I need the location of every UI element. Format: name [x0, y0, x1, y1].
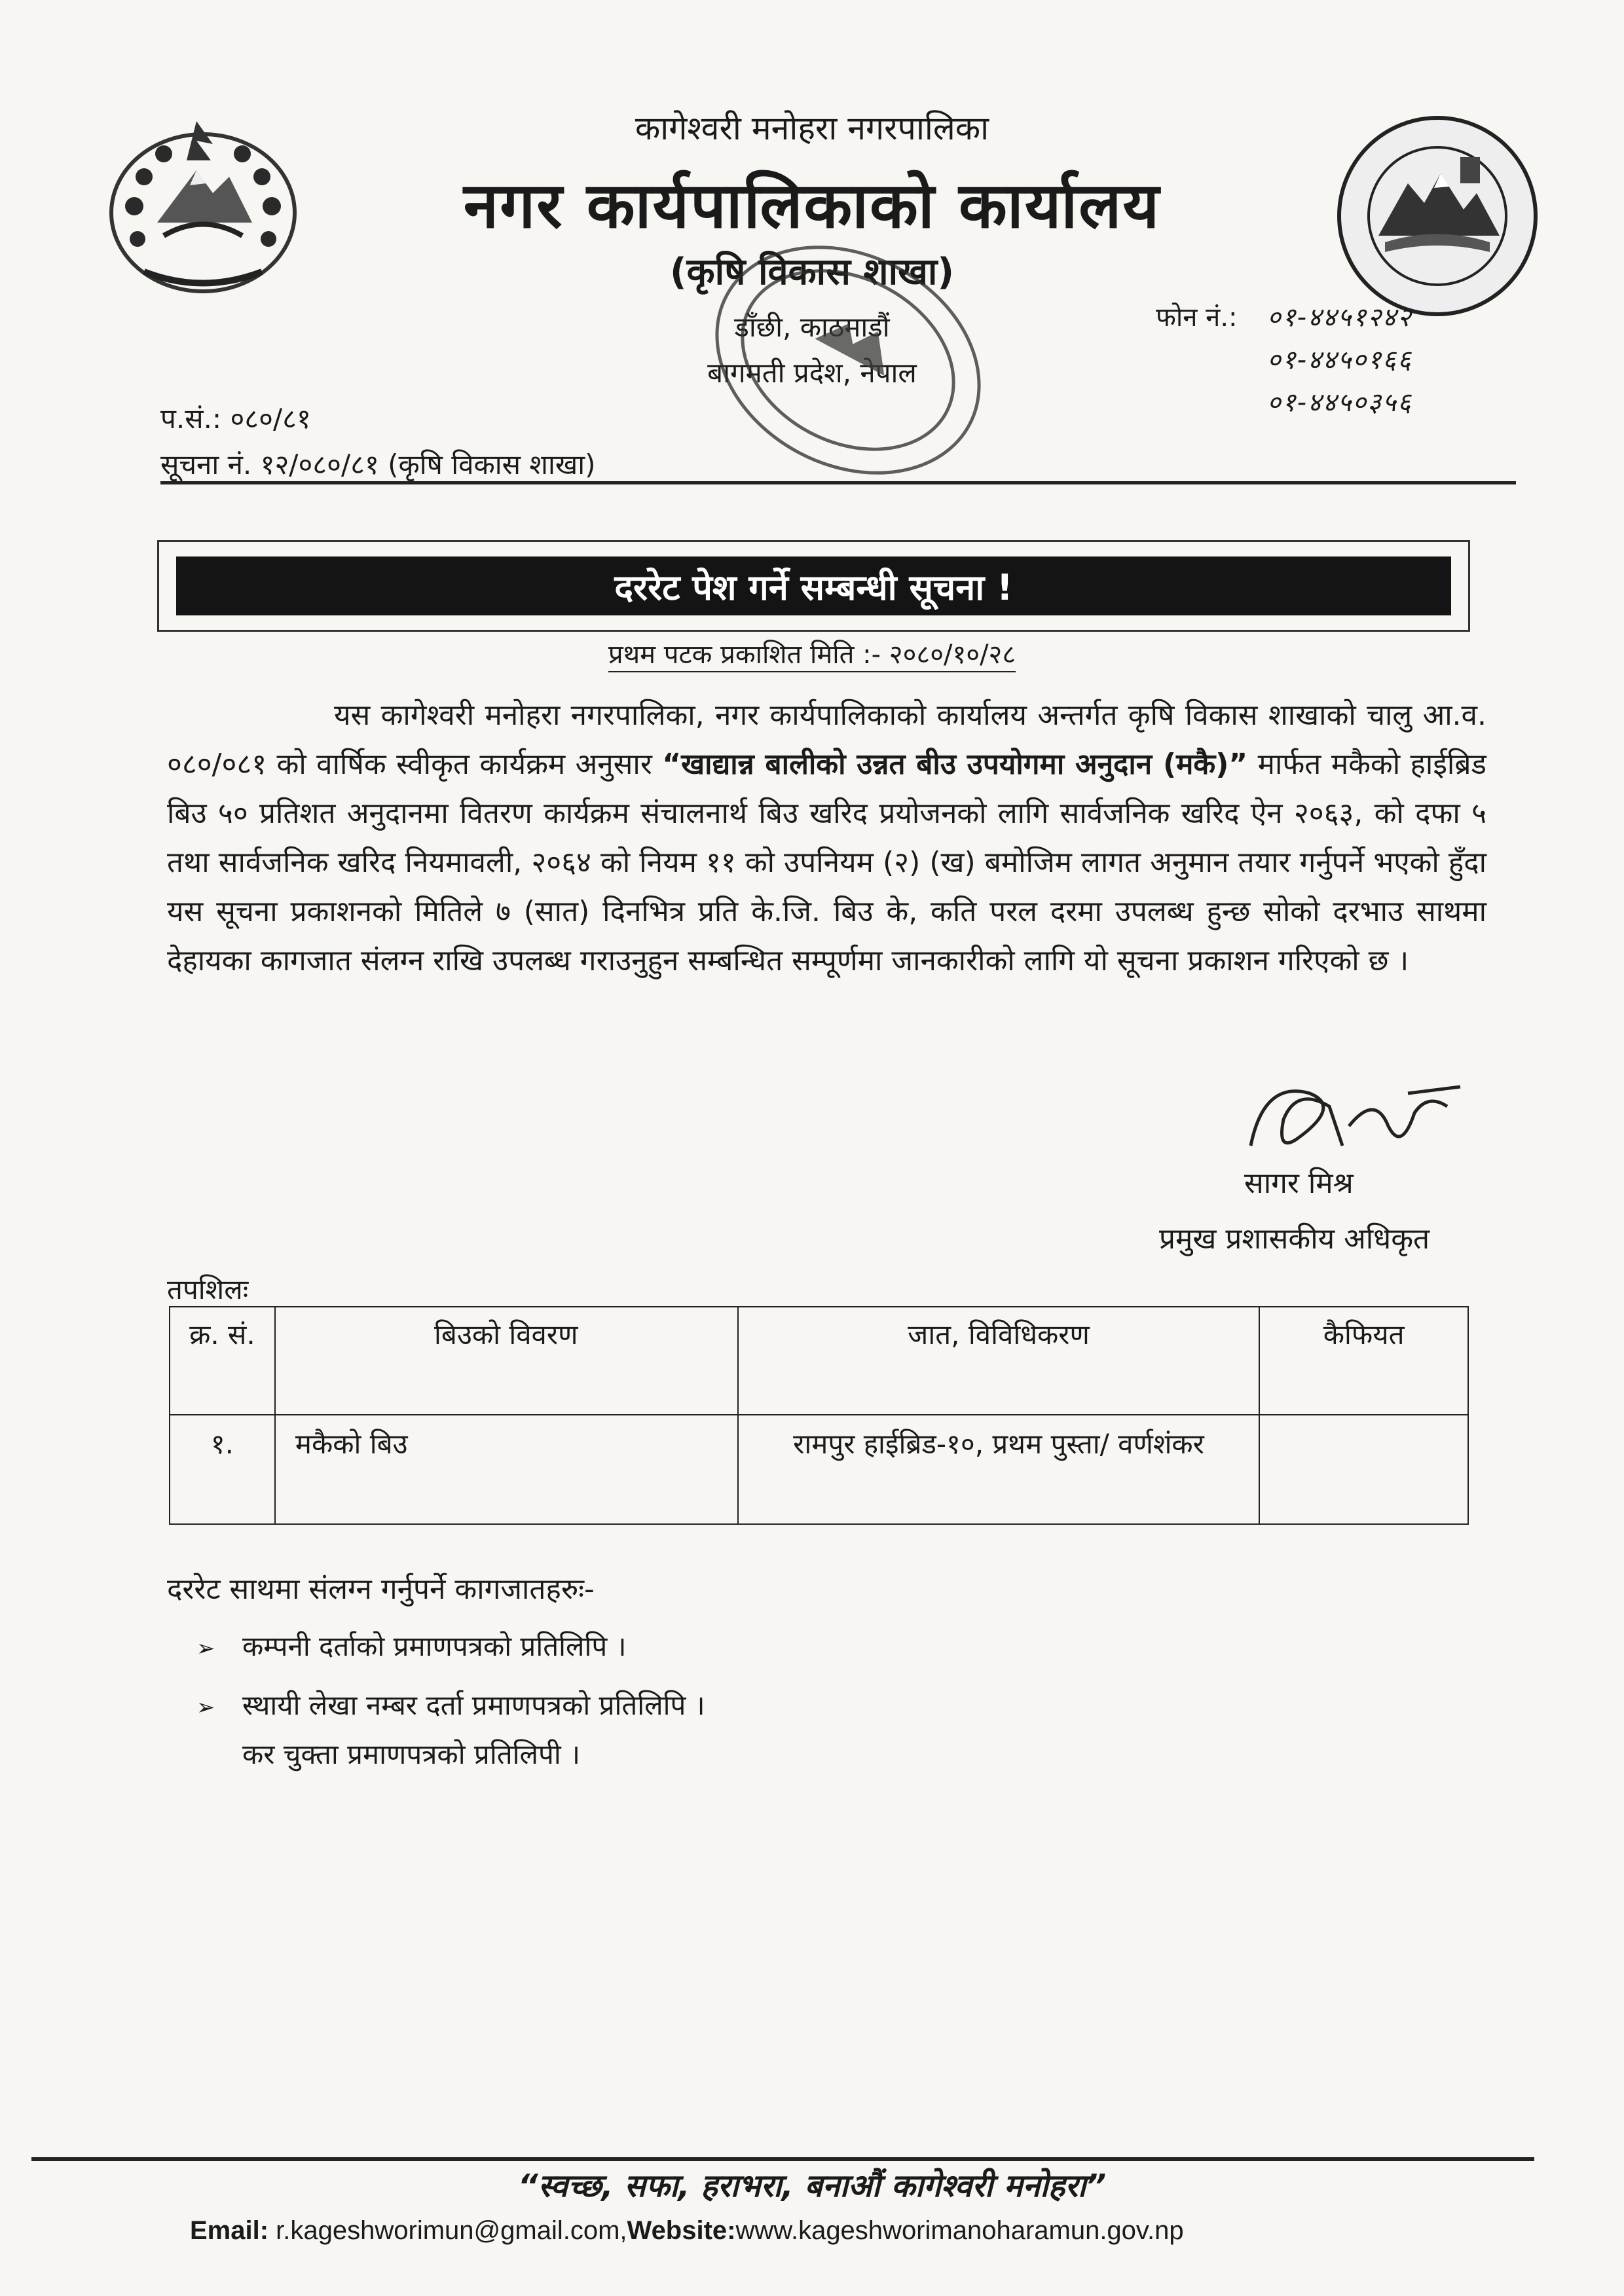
reference-number: प.सं.: ०८०/८१ — [160, 403, 311, 435]
program-name: “खाद्यान्न बालीको उन्नत बीउ उपयोगमा अनुदान (मकै)” — [662, 748, 1248, 781]
column-header: क्र. सं. — [170, 1307, 275, 1415]
body-text: मार्फत मकैको हाईब्रिड बिउ ५० प्रतिशत अनुदानमा वितरण कार्यक्रम संचालनार्थ बिउ खरिद प्रयोजनको लागि सार्वजनिक खरिद ऐन २०६३, को दफा ५ तथा सार्वजनिक खरिद नियमावली, २०६४ को नियम ११ को उपनियम (२) (ख) बमोजिम लागत अनुमान तयार गर्नुपर्ने भएको हुँदा यस सूचना प्रकाशनको मितिले ७ (सात) दिनभित्र प्रति के.जि. बिउ के, कति परल दरमा उपलब्ध हुन्छ सोको दरभाउ साथमा देहायका कागजात संलग्न राखि उपलब्ध गराउनुहुन सम्बन्धित सम्पूर्णमा जानकारीको लागि यो सूचना प्रकाशन गरिएको छ । — [167, 748, 1486, 977]
address-line-1: डाँछी, काठमाडौं — [734, 311, 890, 343]
notice-body — [167, 691, 1486, 985]
email-link[interactable]: r.kageshworimun@gmail.com, — [276, 2216, 627, 2245]
column-header: बिउको विवरण — [275, 1307, 738, 1415]
table-cell: मकैको बिउ — [275, 1415, 738, 1524]
footer-divider — [31, 2157, 1534, 2161]
seed-details-table — [169, 1306, 1469, 1525]
documents-heading: दररेट साथमा संलग्न गर्नुपर्ने कागजातहरुः- — [167, 1573, 595, 1606]
header-divider — [160, 481, 1516, 484]
footer-contact — [190, 2216, 1500, 2246]
phone-number: ०१-४४५०३५६ — [1267, 388, 1412, 418]
published-date — [0, 635, 1624, 671]
notice-number: सूचना नं. १२/०८०/८१ (कृषि विकास शाखा) — [160, 448, 596, 481]
phone-number: ०१-४४५१२४२ — [1267, 302, 1412, 333]
table-cell: १. — [170, 1415, 275, 1524]
published-date-text: प्रथम पटक प्रकाशित मिति :- २०८०/१०/२८ — [608, 640, 1016, 672]
office-name: नगर कार्यपालिकाको कार्यालय — [463, 169, 1161, 242]
table-cell — [1259, 1415, 1468, 1524]
arrow-bullet-icon: ➢ — [196, 1635, 215, 1662]
document-item: कर चुक्ता प्रमाणपत्रको प्रतिलिपी । — [242, 1738, 580, 1770]
arrow-bullet-icon: ➢ — [196, 1694, 215, 1721]
phone-number: ०१-४४५०१६६ — [1267, 345, 1412, 375]
slogan: “स्वच्छ, सफा, हराभरा, बनाऔं कागेश्वरी मनोहरा” — [517, 2168, 1107, 2204]
signatory-designation: प्रमुख प्रशासकीय अधिकृत — [1159, 1222, 1430, 1256]
details-heading: तपशिलः — [167, 1273, 249, 1305]
address-line-2: बागमती प्रदेश, नेपाल — [707, 357, 917, 389]
signatory-name: सागर मिश्र — [1244, 1167, 1354, 1200]
official-stamp-icon — [678, 216, 1018, 504]
list-item — [196, 1735, 580, 1772]
municipality-name: कागेश्वरी मनोहरा नगरपालिका — [635, 109, 989, 147]
column-header: कैफियत — [1259, 1307, 1468, 1415]
document-item: कम्पनी दर्ताको प्रमाणपत्रको प्रतिलिपि । — [242, 1630, 627, 1662]
body-text: यस कागेश्वरी मनोहरा नगरपालिका, नगर कार्यपालिकाको कार्यालय अन्तर्गत कृषि विकास शाखाको चालु आ.व. ०८०/०८१ को वार्षिक स्वीकृत कार्यक्रम अनुसार — [167, 699, 1486, 781]
website-link[interactable]: www.kageshworimanoharamun.gov.np — [735, 2216, 1184, 2245]
notice-title-box — [157, 540, 1470, 632]
list-item — [196, 1686, 705, 1723]
notice-title: दररेट पेश गर्ने सम्बन्धी सूचना ! — [176, 556, 1451, 615]
website-label: Website: — [627, 2216, 736, 2245]
signature-icon — [1238, 1067, 1473, 1172]
document-item: स्थायी लेखा नम्बर दर्ता प्रमाणपत्रको प्रतिलिपि । — [242, 1689, 705, 1721]
table-cell: रामपुर हाईब्रिड-१०, प्रथम पुस्ता/ वर्णशंकर — [738, 1415, 1260, 1524]
column-header: जात, विविधिकरण — [738, 1307, 1260, 1415]
phone-label: फोन नं.: — [1156, 302, 1238, 333]
list-item — [196, 1627, 627, 1664]
email-label: Email: — [190, 2216, 269, 2245]
table-row — [170, 1415, 1468, 1524]
branch-name: (कृषि विकास शाखा) — [670, 251, 954, 293]
table-header-row — [170, 1307, 1468, 1415]
